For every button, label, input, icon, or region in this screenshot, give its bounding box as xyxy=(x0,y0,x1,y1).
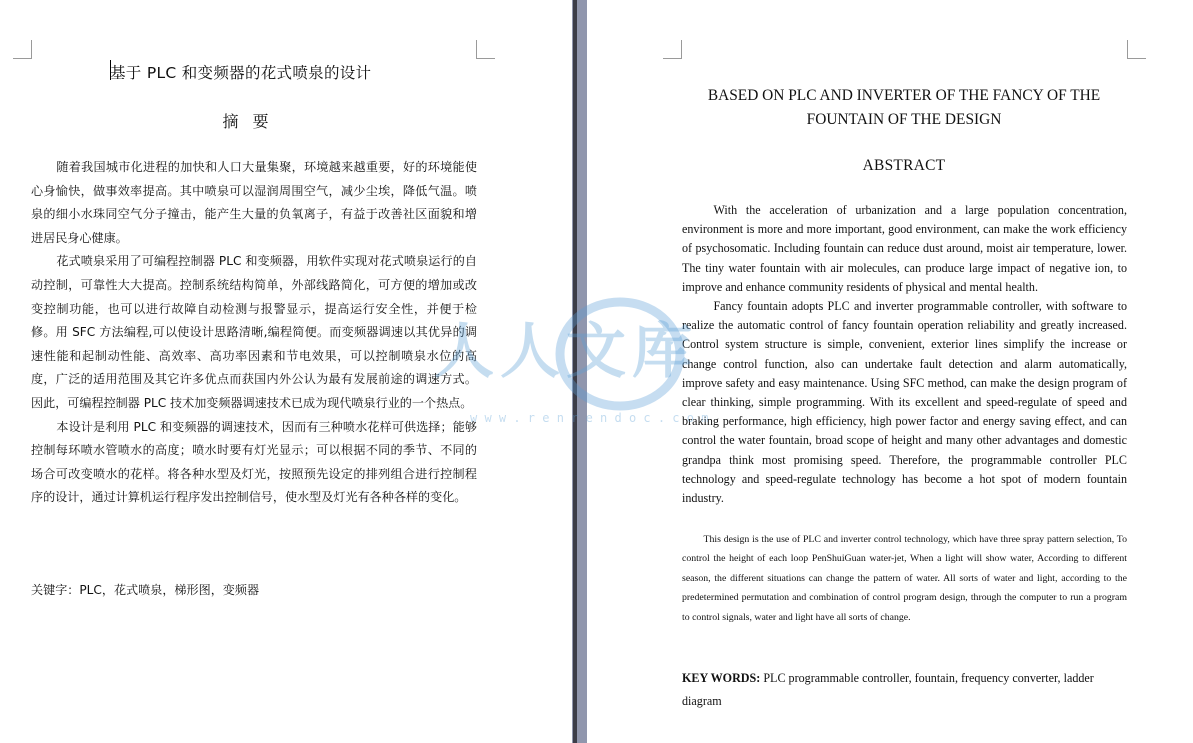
english-small-paragraph[interactable] xyxy=(682,530,1127,627)
chinese-keywords[interactable]: 关键字：PLC，花式喷泉，梯形图，变频器 xyxy=(31,583,260,597)
keywords-label: KEY WORDS: xyxy=(682,671,761,685)
english-title-line[interactable]: BASED ON PLC AND INVERTER OF THE FANCY OF THE xyxy=(707,87,1101,104)
watermark-text: 人人文库 xyxy=(434,317,698,387)
chinese-paragraph[interactable]: 花式喷泉采用了可编程控制器 PLC 和变频器，用软件实现对花式喷泉运行的自动控制，可靠性大大提高。控制系统结构简单，外部线路简化，可方便的增加或改变控制功能，也可以进行故障自动检测与报警显示，提高运行安全性，并便于检修。用 SFC 方法编程,可以使设计思路清晰,编程简便。而变频器调速以其优异的调速性能和起制动性能、高效率、高功率因素和节电效果，可以控制喷泉水位的高度，广泛的适用范围及其它许多优点而获国内外公认为最有发展前途的调速方式。因此，可编程控制器 PLC 技术加变频器调速技术已成为现代喷泉行业的一个热点。 xyxy=(31,254,477,410)
chinese-abstract-heading[interactable]: 摘要 xyxy=(222,112,283,131)
crop-mark-top-right xyxy=(1127,40,1146,59)
page-divider-line xyxy=(573,0,577,743)
english-abstract-heading[interactable]: ABSTRACT xyxy=(862,157,946,174)
english-paragraph[interactable]: With the acceleration of urbanization and a large population concentration, environment is more and more important, good environment, can make the work efficiency of psychosomatic. Including fountain can reduce dust around, moist air temperature, lower. The tiny water fountain with air molecules, can produce large impact of negative ion, to improve and enhance community residents of physical and mental health. xyxy=(682,203,1127,294)
english-keywords[interactable] xyxy=(682,667,1127,713)
english-paragraph[interactable]: Fancy fountain adopts PLC and inverter programmable controller, with software to realize the automatic control of fancy fountain operation reliability and greatly increased. Control system structure is simple, convenient, exterior lines simplify the increase or change control function, also can undertake fault detection and alarm automatically, improve safety and easy maintenance. Using SFC method, can make the design program of clear thinking, simple programming. With its excellent and speed-regulate of speed and braking performance, high efficiency, high power factor and energy saving effect, and can control the water fountain, broad scope of height and many other advantages and domestic grandpa think most promising speed. Therefore, the programmable controller PLC technology and speed-regulate technology has become a hot spot of modern fountain industry. xyxy=(682,299,1127,506)
chinese-abstract-body[interactable] xyxy=(31,156,477,510)
english-paragraph[interactable]: This design is the use of PLC and inverter control technology, which have three spray pattern selection, To control the height of each loop PenShuiGuan water-jet, When a light will show water, According to different season, the different situations can change the pattern of water. All sorts of water and light, according to the predetermined permutation and combination of control program design, through the computer to run a program to control signals, water and light have all sorts of change. xyxy=(682,534,1127,623)
english-title[interactable] xyxy=(677,84,1131,132)
crop-mark-top-right xyxy=(476,40,495,59)
crop-mark-top-left xyxy=(13,40,32,59)
english-title-line[interactable]: FOUNTAIN OF THE DESIGN xyxy=(806,111,1002,128)
left-page xyxy=(0,0,572,743)
watermark-url: w w w . r e n r e n d o c . c o m xyxy=(470,411,709,425)
keywords-text: PLC programmable controller, fountain, frequency converter, ladder diagram xyxy=(682,671,1094,708)
chinese-paragraph[interactable]: 本设计是利用 PLC 和变频器的调速技术，因而有三种喷水花样可供选择；能够控制每环喷水管喷水的高度；喷水时要有灯光显示；可以根据不同的季节、不同的场合可改变喷水的花样。将各种水型及灯光，按照预先设定的排列组合进行控制程序的设计，通过计算机运行程序发出控制信号，使水型及灯光有各种各样的变化。 xyxy=(31,419,477,505)
page-divider xyxy=(572,0,587,743)
right-page xyxy=(587,0,1193,743)
english-abstract-body[interactable] xyxy=(682,201,1127,508)
chinese-title[interactable]: 基于 PLC 和变频器的花式喷泉的设计 xyxy=(110,64,372,82)
chinese-paragraph[interactable]: 随着我国城市化进程的加快和人口大量集聚，环境越来越重要，好的环境能使心身愉快，做事效率提高。其中喷泉可以湿润周围空气，减少尘埃，降低气温。喷泉的细小水珠同空气分子撞击，能产生大量的负氧离子，有益于改善社区面貌和增进居民身心健康。 xyxy=(31,160,477,245)
crop-mark-top-left xyxy=(663,40,682,59)
